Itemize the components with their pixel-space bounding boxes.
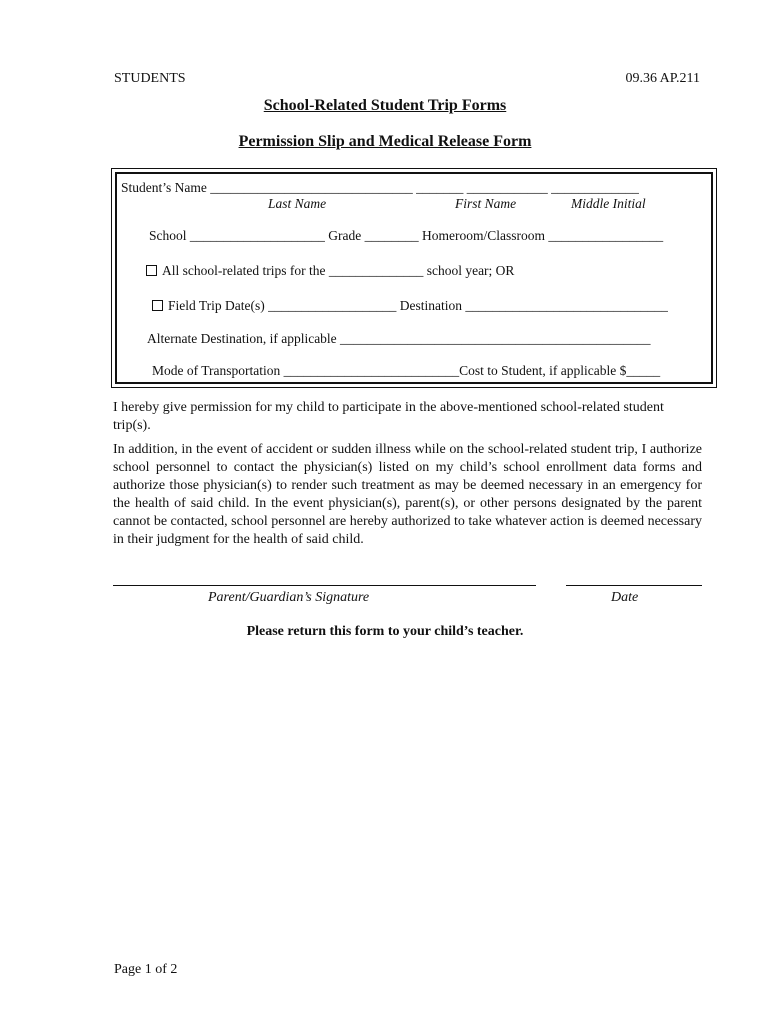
all-trips-checkbox[interactable] [146, 265, 157, 276]
permission-paragraph: I hereby give permission for my child to participate in the above-mentioned school-related student trip(s). [113, 400, 664, 433]
all-trips-label: All school-related trips for the ______________ school year; OR [162, 263, 515, 278]
form-subtitle: Permission Slip and Medical Release Form [238, 133, 532, 150]
date-caption: Date [611, 590, 639, 605]
field-trip-label: Field Trip Date(s) ___________________ Destination ______________________________ [168, 298, 668, 313]
field-trip-option[interactable] [152, 298, 668, 314]
header-policy-number: 09.36 AP.211 [625, 71, 700, 86]
first-name-caption: First Name [455, 196, 517, 211]
page-number: Page 1 of 2 [114, 962, 178, 977]
return-instruction: Please return this form to your child’s teacher. [246, 624, 524, 639]
transportation-cost-field[interactable]: Mode of Transportation __________________________Cost to Student, if applicable $_____ [152, 363, 661, 378]
middle-initial-caption: Middle Initial [571, 196, 646, 211]
signature-caption: Parent/Guardian’s Signature [208, 590, 370, 605]
header-section-label: STUDENTS [114, 71, 186, 86]
last-name-caption: Last Name [268, 196, 327, 211]
date-line[interactable] [566, 585, 702, 586]
form-title: School-Related Student Trip Forms [263, 97, 507, 114]
alternate-destination-field[interactable]: Alternate Destination, if applicable ______________________________________________ [147, 331, 651, 346]
all-trips-option[interactable] [146, 263, 514, 279]
field-trip-checkbox[interactable] [152, 300, 163, 311]
school-grade-homeroom-field[interactable]: School ____________________ Grade ________ Homeroom/Classroom _________________ [149, 228, 664, 243]
student-name-field[interactable]: Student’s Name ______________________________ _______ ____________ _____________ [121, 180, 639, 195]
signature-line[interactable] [113, 585, 536, 586]
medical-release-paragraph: In addition, in the event of accident or sudden illness while on the school-related student trip, I authorize school personnel to contact the physician(s) listed on my child’s school enrollment data forms and authorize those physician(s) to render such treatment as may be deemed necessary in an emergency for the health of said child. In the event physician(s), parent(s), or other persons designated by the parent cannot be contacted, school personnel are hereby authorized to take whatever action is deemed necessary in their judgment for the health of said child. [113, 442, 702, 547]
